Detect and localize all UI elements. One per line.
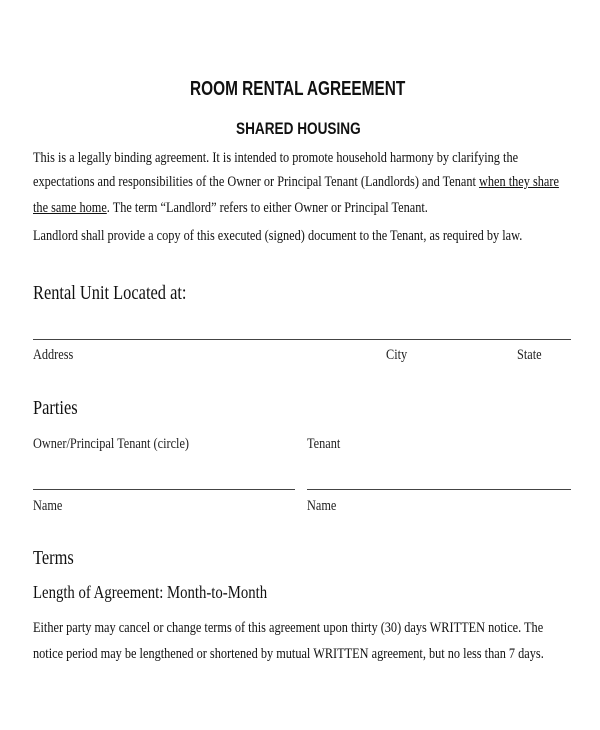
rental-unit-heading: Rental Unit Located at:: [33, 282, 187, 304]
length-label: Length of Agreement:: [33, 582, 164, 602]
notice-line-1: Either party may cancel or change terms of this agreement upon thirty (30) days WRITTEN notice. The: [33, 620, 544, 636]
intro-underlined-text: when they share: [478, 174, 559, 190]
intro-line-2: [33, 173, 559, 191]
address-label: Address: [33, 347, 74, 363]
length-of-agreement: [33, 582, 267, 602]
address-field-line[interactable]: [33, 339, 571, 340]
intro-text: . The term “Landlord” refers to either Owner or Principal Tenant.: [106, 200, 428, 216]
notice-line-2: notice period may be lengthened or shortened by mutual WRITTEN agreement, but no less than 7 days.: [33, 646, 544, 662]
intro-line-1: This is a legally binding agreement. It is intended to promote household harmony by clarifying the: [33, 150, 519, 166]
owner-label: Owner/Principal Tenant (circle): [33, 436, 190, 452]
owner-name-label: Name: [33, 498, 63, 514]
length-value: Month-to-Month: [163, 582, 268, 602]
intro-text: expectations and responsibilities of the Owner or Principal Tenant (Landlords) and Tenant: [33, 174, 479, 190]
owner-name-field-line[interactable]: [33, 489, 295, 490]
parties-heading: Parties: [33, 397, 78, 419]
intro-underlined-text: the same home: [33, 200, 107, 216]
document-subtitle: SHARED HOUSING: [236, 119, 361, 138]
terms-heading: Terms: [33, 547, 74, 569]
state-label: State: [517, 347, 542, 363]
document-title: ROOM RENTAL AGREEMENT: [190, 78, 406, 100]
intro-line-3: [33, 199, 428, 217]
city-label: City: [386, 347, 408, 363]
intro-line-4: Landlord shall provide a copy of this executed (signed) document to the Tenant, as required by law.: [33, 228, 523, 244]
tenant-name-label: Name: [307, 498, 337, 514]
tenant-name-field-line[interactable]: [307, 489, 571, 490]
tenant-label: Tenant: [307, 436, 341, 452]
